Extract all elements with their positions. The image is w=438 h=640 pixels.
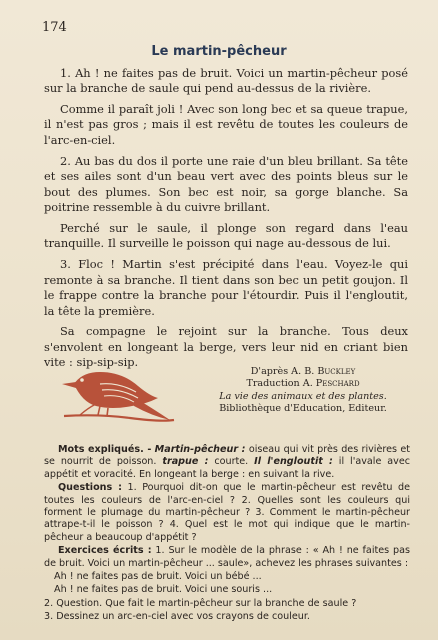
exercise-item-3: 3. Dessinez un arc-en-ciel avec vos crayons de couleur.	[44, 611, 310, 623]
paragraph-3: 2. Au bas du dos il porte une raie d'un bleu brillant. Sa tête et ses ailes sont d'un beau vert avec des points bleus sur le bout des plumes. Son bec est noir, sa gorge blanche. Sa poitrine ressemble à du cuivre brillant.	[44, 154, 408, 215]
page-number: 174	[42, 20, 67, 35]
credit-translator-prefix: Traduction A.	[246, 378, 316, 390]
credit-publisher: Bibliothèque d'Education, Editeur.	[219, 403, 387, 415]
credit-author-prefix: D'après A. B.	[250, 366, 318, 377]
paragraph-2: Comme il paraît joli ! Avec son long bec et sa queue trapue, il n'est pas gros ; mais il est revêtu de toutes les couleurs de l'arc-en-ciel.	[44, 101, 408, 147]
credit-author: Buckley	[317, 366, 356, 377]
exercise-line-a: Ah ! ne faites pas de bruit. Voici un bébé ...	[54, 571, 262, 583]
page-title: Le martin-pêcheur	[151, 44, 287, 59]
paragraph-4: Perché sur le saule, il plonge son regard dans l'eau tranquille. Il surveille le poisson qui nage au-dessous de lui.	[44, 220, 408, 251]
exercices-ecrits: Exercices écrits : 1. Sur le modèle de la phrase : « Ah ! ne faites pas de bruit. Voici un martin-pêcheur ... saule», achevez les phrases suivantes :	[44, 545, 410, 569]
credit-book: La vie des animaux et des plantes.	[219, 390, 387, 402]
paragraph-5: 3. Floc ! Martin s'est précipité dans l'eau. Voyez-le qui remonte à sa branche. Il tient dans son bec un petit goujon. Il le frappe contre la branche pour l'étourdir. Puis il l'engloutit, la tête la première.	[44, 257, 408, 318]
credit-translator: Peschard	[315, 378, 360, 390]
mots-expliques: Mots expliqués. - Martin-pêcheur : oiseau qui vit près des rivières et se nourrit de poisson. trapue : courte. Il l'engloutit : il l'avale avec appétit et voracité. En longeant la berge : en suivant la rive.	[44, 444, 410, 480]
kingfisher-bird-illustration	[60, 358, 176, 432]
paragraph-1: 1. Ah ! ne faites pas de bruit. Voici un martin-pêcheur posé sur la branche de saule qui pend au-dessus de la rivière.	[44, 66, 408, 96]
exercise-line-b: Ah ! ne faites pas de bruit. Voici une souris ...	[54, 584, 273, 596]
exercises-section	[44, 444, 410, 625]
paragraph-6: Sa compagne le rejoint sur la branche. Tous deux s'envolent en longeant la berge, vers leur nid en criant bien vite : sip-sip-sip.	[44, 324, 408, 369]
questions: Questions : 1. Pourquoi dit-on que le martin-pêcheur est revêtu de toutes les couleurs de l'arc-en-ciel ? 2. Quelles sont les couleurs qui forment le plumage du martin-pêcheur ? 3. Comment le martin-pêcheur attrape-t-il le poisson ? 4. Quel est le mot qui indique que le martin-pêcheur a beaucoup d'appétit ?	[44, 482, 410, 543]
story-text	[44, 66, 408, 375]
credits-block	[196, 366, 410, 416]
exercise-item-2: 2. Question. Que fait le martin-pêcheur sur la branche de saule ?	[44, 597, 357, 609]
